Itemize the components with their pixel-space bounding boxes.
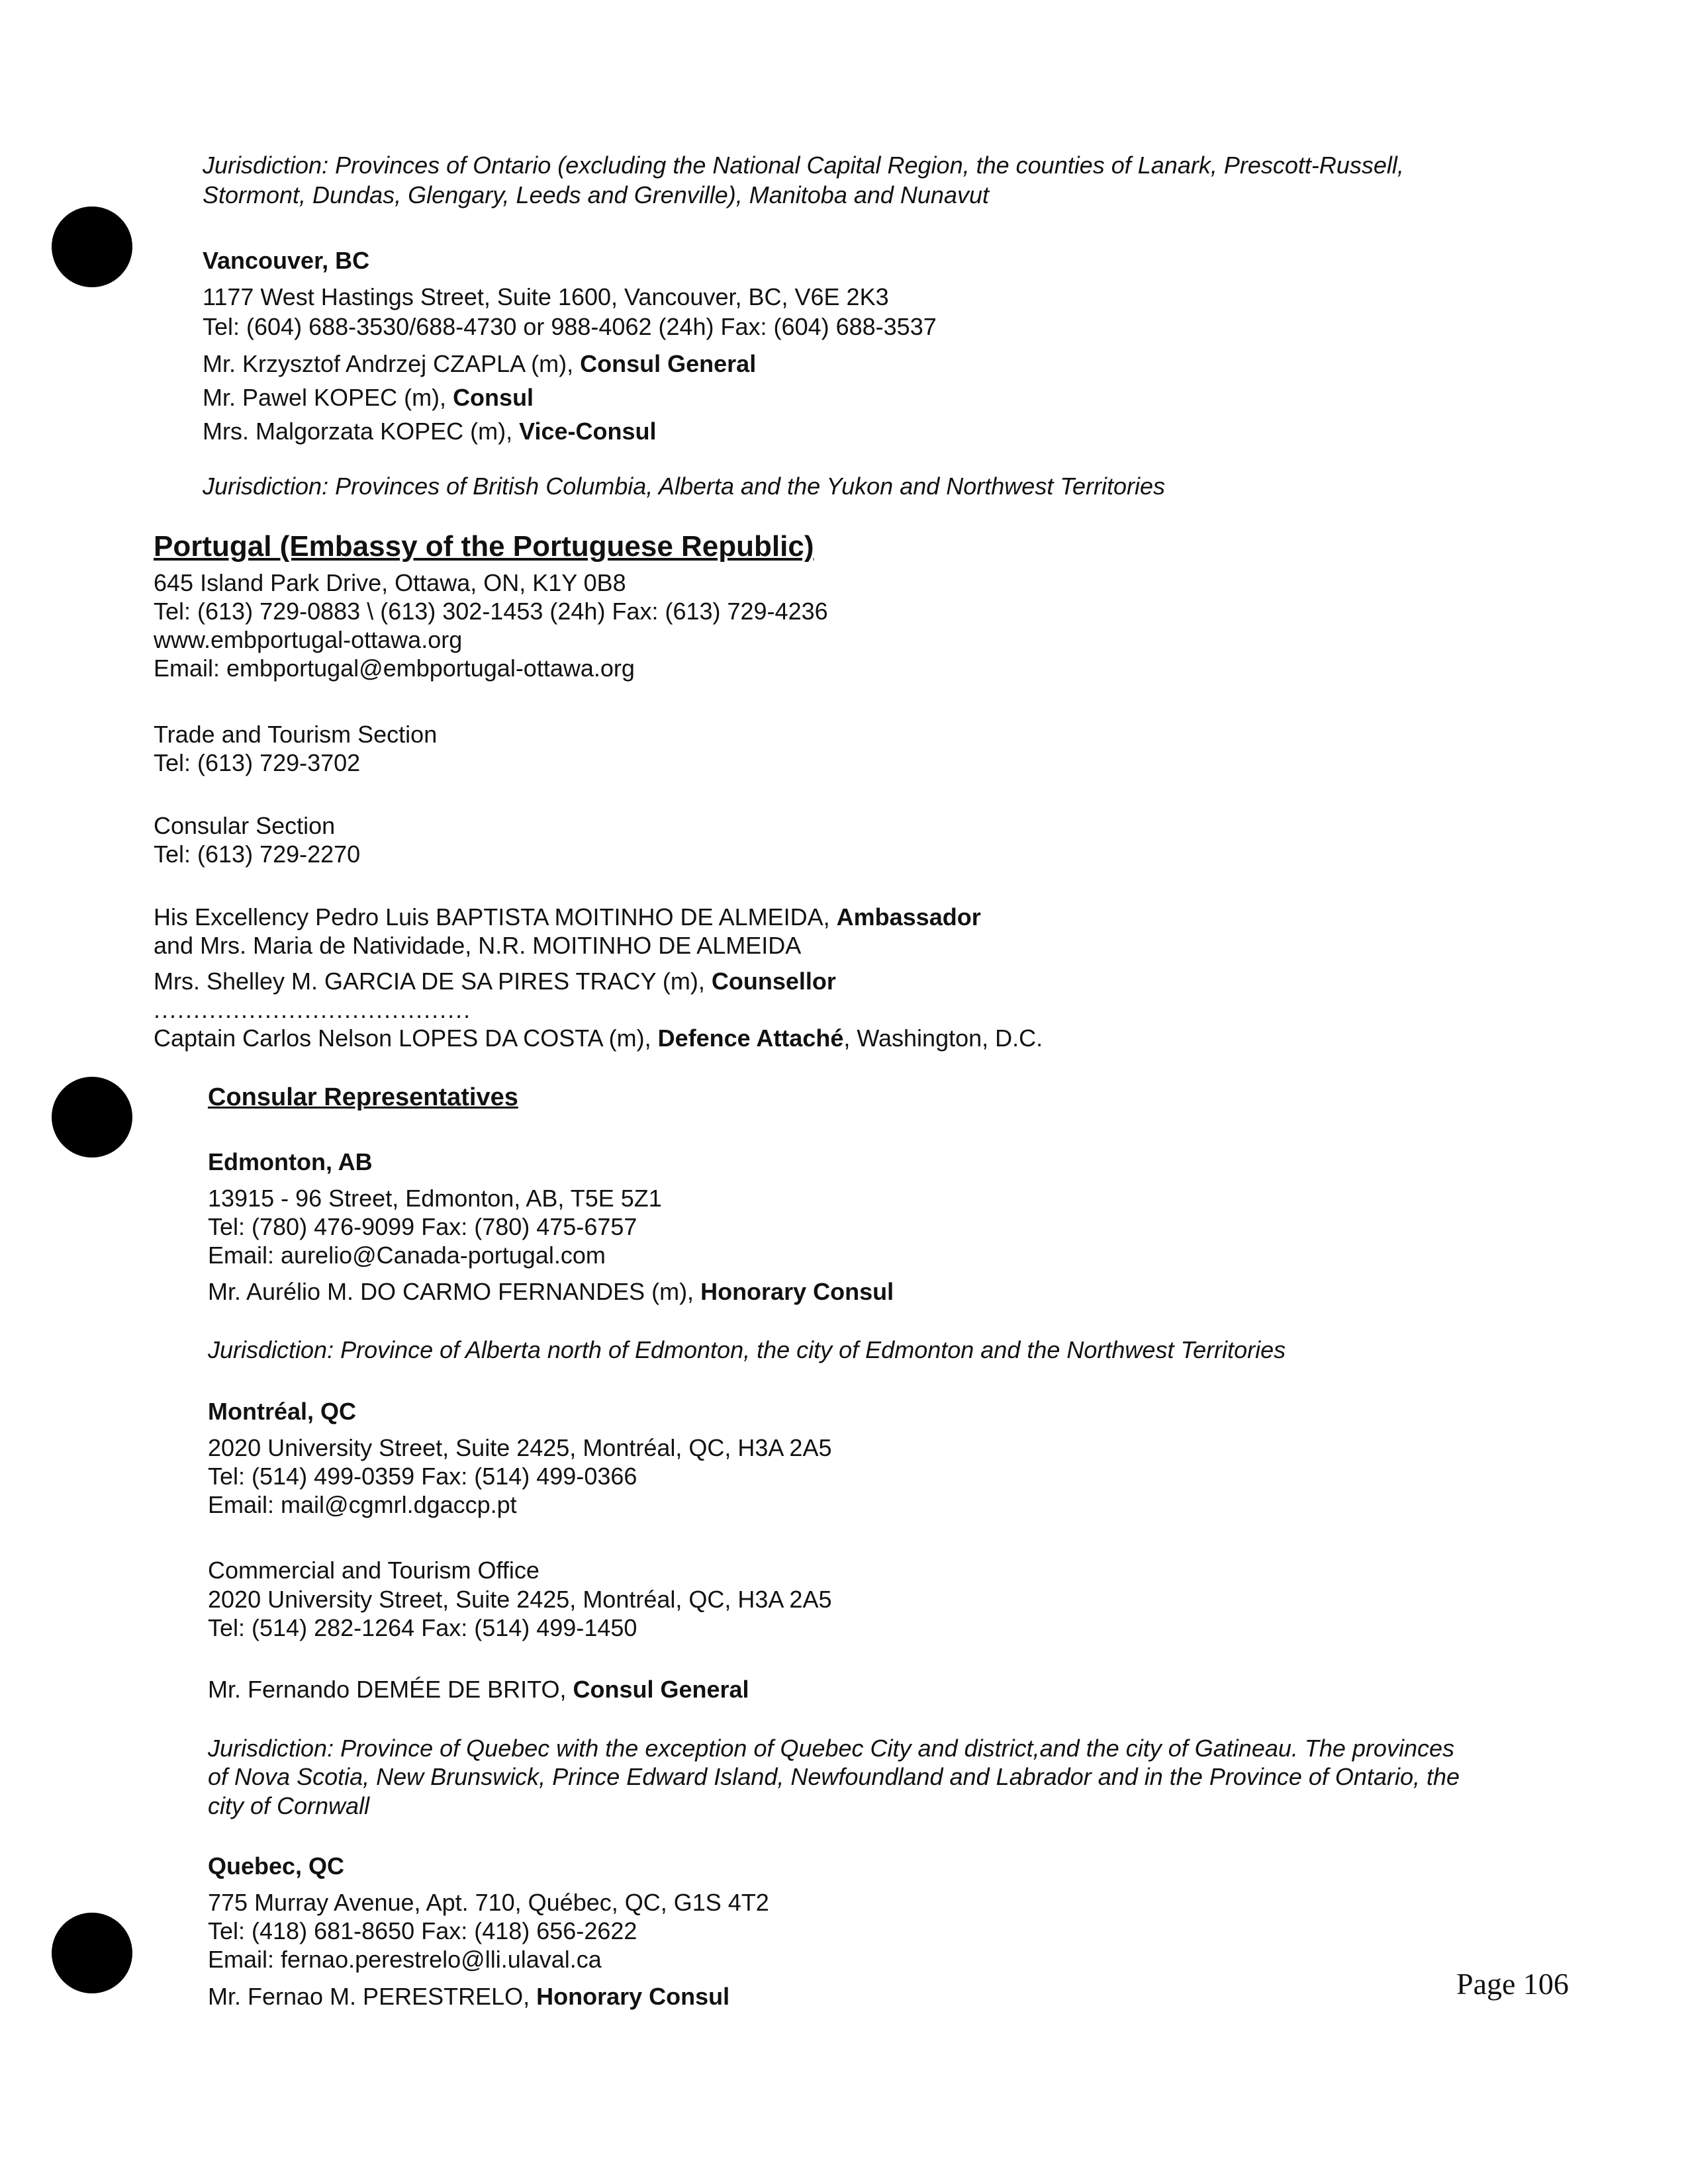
montreal-address: 2020 University Street, Suite 2425, Montréal, QC, H3A 2A5 [208, 1433, 832, 1461]
embassy-email: Email: embportugal@embportugal-ottawa.org [154, 655, 635, 682]
trade-section-tel: Tel: (613) 729-3702 [154, 749, 361, 776]
portugal-embassy-section [154, 529, 1043, 1052]
embassy-website: www.embportugal-ottawa.org [154, 626, 463, 654]
montreal-person: Mr. Fernando DEMÉE DE BRITO, Consul General [208, 1676, 749, 1704]
punch-hole-bottom [52, 1913, 132, 1993]
defence-attache-line: Captain Carlos Nelson LOPES DA COSTA (m), Defence Attaché, Washington, D.C. [154, 1024, 1043, 1052]
counsellor-line: Mrs. Shelley M. GARCIA DE SA PIRES TRACY (m), Counsellor [154, 967, 836, 995]
montreal-jurisdiction: Jurisdiction: Province of Quebec with the exception of Quebec City and district,and the city of Gatineau. The provinces of Nova Scotia, New Brunswick, Prince Edward Island, Newfoundland and Labrador and in the Province of Ontario, the city of Cornwall [208, 1735, 1460, 1819]
edmonton-city: Edmonton, AB [208, 1148, 373, 1175]
montreal-office: Commercial and Tourism Office [208, 1557, 539, 1584]
quebec-tel: Tel: (418) 681-8650 Fax: (418) 656-2622 [208, 1917, 637, 1945]
page-number: Page 106 [1456, 1967, 1569, 2001]
ontario-jurisdiction: Jurisdiction: Provinces of Ontario (excluding the National Capital Region, the counties of Lanark, Prescott-Russell, Stormont, Dundas, Glengary, Leeds and Grenville), Manitoba and Nunavut [203, 152, 1404, 209]
ambassador-line: His Excellency Pedro Luis BAPTISTA MOITINHO DE ALMEIDA, Ambassador [154, 903, 981, 931]
montreal-email: Email: mail@cgmrl.dgaccp.pt [208, 1491, 517, 1519]
trade-section-label: Trade and Tourism Section [154, 720, 438, 748]
punch-hole-top [52, 206, 132, 287]
montreal-office-tel: Tel: (514) 282-1264 Fax: (514) 499-1450 [208, 1614, 637, 1641]
quebec-city: Quebec, QC [208, 1852, 345, 1880]
edmonton-jurisdiction: Jurisdiction: Province of Alberta north of Edmonton, the city of Edmonton and the Northwest Territories [208, 1336, 1286, 1363]
vancouver-jurisdiction: Jurisdiction: Provinces of British Columbia, Alberta and the Yukon and Northwest Territories [203, 473, 1166, 500]
portugal-heading: Portugal (Embassy of the Portuguese Republic) [154, 530, 814, 563]
montreal-office-address: 2020 University Street, Suite 2425, Montréal, QC, H3A 2A5 [208, 1585, 832, 1613]
quebec-email: Email: fernao.perestrelo@lli.ulaval.ca [208, 1946, 602, 1974]
consular-section-label: Consular Section [154, 811, 336, 839]
montreal-city: Montréal, QC [208, 1397, 357, 1425]
consular-section-tel: Tel: (613) 729-2270 [154, 841, 361, 868]
vancouver-person: Mr. Krzysztof Andrzej CZAPLA (m), Consul General [203, 349, 757, 377]
embassy-address: 645 Island Park Drive, Ottawa, ON, K1Y 0B8 [154, 569, 626, 596]
vancouver-address: 1177 West Hastings Street, Suite 1600, Vancouver, BC, V6E 2K3 [203, 283, 889, 311]
vancouver-person: Mrs. Malgorzata KOPEC (m), Vice-Consul [203, 417, 657, 445]
quebec-person: Mr. Fernao M. PERESTRELO, Honorary Consul [208, 1982, 730, 2010]
quebec-address: 775 Murray Avenue, Apt. 710, Québec, QC, G1S 4T2 [208, 1888, 769, 1916]
vancouver-person: Mr. Pawel KOPEC (m), Consul [203, 383, 534, 411]
ambassador-spouse: and Mrs. Maria de Natividade, N.R. MOITINHO DE ALMEIDA [154, 932, 802, 960]
dotted-separator: ........................................ [154, 995, 472, 1023]
vancouver-section [203, 246, 1165, 500]
punch-hole-middle [52, 1077, 132, 1158]
edmonton-email: Email: aurelio@Canada-portugal.com [208, 1242, 606, 1269]
edmonton-tel: Tel: (780) 476-9099 Fax: (780) 475-6757 [208, 1212, 637, 1240]
edmonton-person: Mr. Aurélio M. DO CARMO FERNANDES (m), Honorary Consul [208, 1278, 894, 1306]
consular-heading: Consular Representatives [208, 1083, 518, 1111]
montreal-tel: Tel: (514) 499-0359 Fax: (514) 499-0366 [208, 1463, 637, 1490]
edmonton-address: 13915 - 96 Street, Edmonton, AB, T5E 5Z1 [208, 1184, 662, 1212]
embassy-tel: Tel: (613) 729-0883 \ (613) 302-1453 (24h) Fax: (613) 729-4236 [154, 597, 828, 625]
vancouver-city: Vancouver, BC [203, 247, 370, 274]
vancouver-tel: Tel: (604) 688-3530/688-4730 or 988-4062 (24h) Fax: (604) 688-3537 [203, 313, 937, 341]
consular-representatives-section [208, 1083, 1460, 2011]
